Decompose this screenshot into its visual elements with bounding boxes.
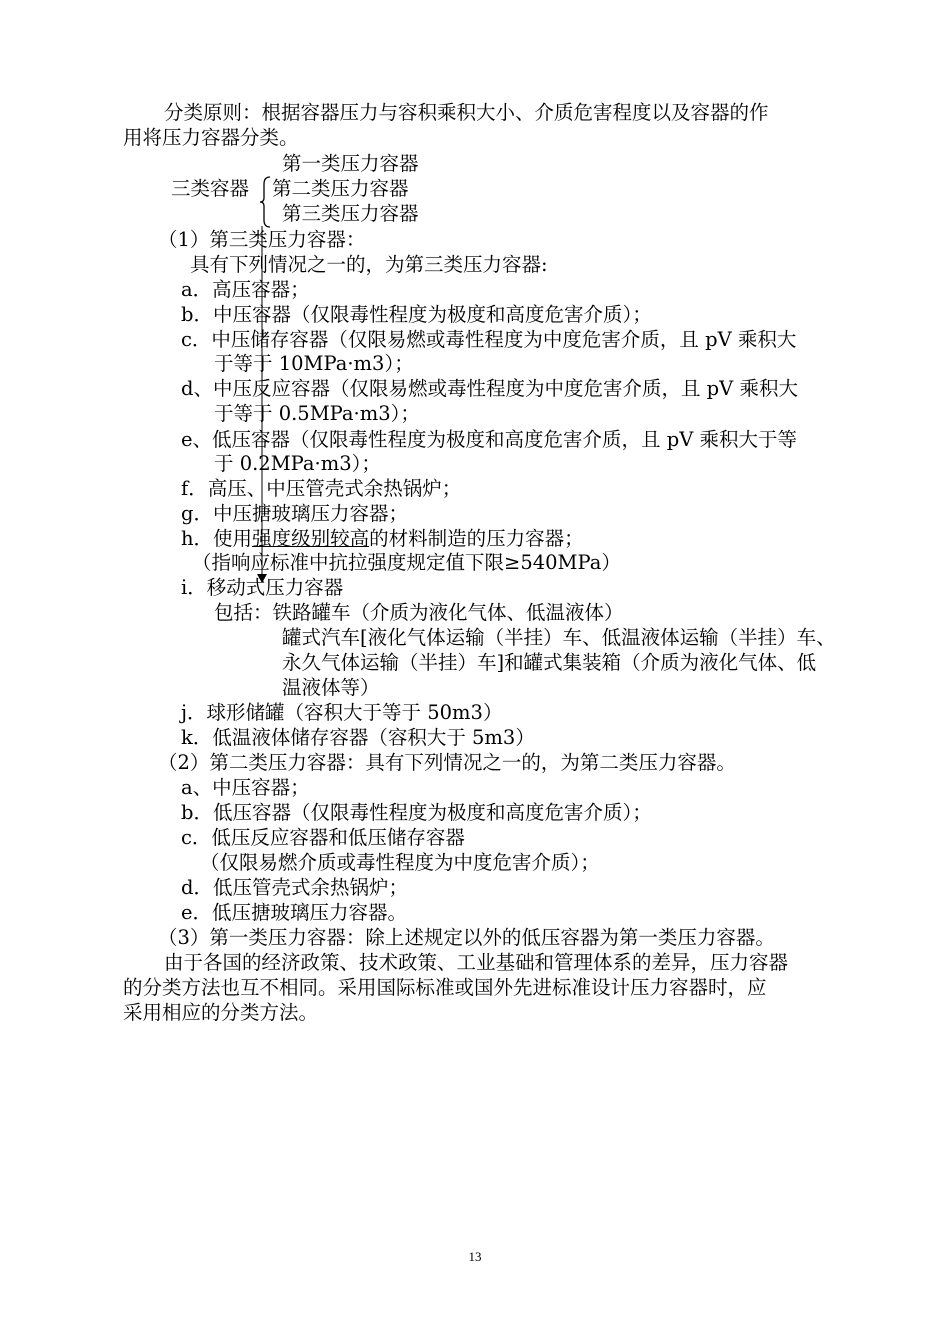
three-categories-label: 三类容器 — [171, 177, 250, 200]
item-i-includes-3: 永久气体运输（半挂）车]和罐式集装箱（介质为液化气体、低 — [282, 651, 817, 674]
section-2-item-c: c．低压反应容器和低压储存容器 — [181, 826, 465, 849]
closing-paragraph-line-1: 由于各国的经济政策、技术政策、工业基础和管理体系的差异，压力容器 — [164, 951, 789, 974]
category-2-label: 第二类压力容器 — [272, 177, 409, 200]
item-h-underlined: 强度级别较高 — [252, 527, 370, 550]
category-3-label: 第三类压力容器 — [282, 202, 419, 225]
item-i-includes-1: 包括：铁路罐车（介质为液化气体、低温液体） — [214, 601, 624, 624]
classification-principle-line-2: 用将压力容器分类。 — [123, 126, 299, 149]
item-f: f．高压、中压管壳式余热锅炉； — [181, 477, 462, 500]
item-h — [181, 527, 584, 551]
section-2-heading: （2）第二类压力容器：具有下列情况之一的，为第二类压力容器。 — [158, 751, 736, 774]
item-i: i．移动式压力容器 — [181, 576, 344, 599]
item-e-line-1: e、低压容器（仅限毒性程度为极度和高度危害介质，且 pV 乘积大于等 — [181, 428, 798, 451]
item-c-line-2: 于等于 10MPa·m3）； — [214, 352, 414, 375]
item-i-includes-2: 罐式汽车[液化气体运输（半挂）车、低温液体运输（半挂）车、 — [282, 626, 836, 649]
section-2-item-b: b．低压容器（仅限毒性程度为极度和高度危害介质）； — [181, 801, 652, 824]
item-h-note: （指响应标准中抗拉强度规定值下限≥540MPa） — [192, 551, 621, 574]
item-h-suffix: 的材料制造的压力容器； — [369, 527, 584, 550]
item-d-line-2: 于等于 0.5MPa·m3）； — [214, 402, 420, 425]
item-g: g．中压搪玻璃压力容器； — [181, 502, 408, 525]
closing-paragraph-line-2: 的分类方法也互不相同。采用国际标准或国外先进标准设计压力容器时，应 — [123, 976, 767, 999]
brace-icon — [258, 176, 272, 228]
item-j: j．球形储罐（容积大于等于 50m3） — [181, 701, 503, 724]
item-a: a．高压容器； — [181, 278, 310, 301]
item-d-line-1: d、中压反应容器（仅限易燃或毒性程度为中度危害介质，且 pV 乘积大 — [181, 377, 798, 400]
page-number: 13 — [468, 1249, 482, 1264]
item-k: k．低温液体储存容器（容积大于 5m3） — [181, 726, 535, 749]
closing-paragraph-line-3: 采用相应的分类方法。 — [123, 1001, 319, 1024]
item-b: b．中压容器（仅限毒性程度为极度和高度危害介质）； — [181, 303, 652, 326]
section-2-item-a: a、中压容器； — [181, 776, 310, 799]
section-1-intro: 具有下列情况之一的，为第三类压力容器: — [190, 253, 548, 276]
item-c-line-1: c．中压储存容器（仅限易燃或毒性程度为中度危害介质，且 pV 乘积大 — [181, 328, 797, 351]
item-i-includes-4: 温液体等） — [282, 676, 380, 699]
section-3-heading: （3）第一类压力容器：除上述规定以外的低压容器为第一类压力容器。 — [158, 926, 775, 949]
section-2-item-d: d．低压管壳式余热锅炉； — [181, 876, 408, 899]
item-h-prefix: h．使用 — [181, 527, 253, 550]
section-1-heading: （1）第三类压力容器： — [158, 228, 366, 251]
section-2-item-e: e．低压搪玻璃压力容器。 — [181, 901, 408, 924]
section-2-item-c-note: （仅限易燃介质或毒性程度为中度危害介质）； — [200, 851, 600, 874]
category-1-label: 第一类压力容器 — [282, 152, 419, 175]
classification-principle-line-1: 分类原则：根据容器压力与容积乘积大小、介质危害程度以及容器的作 — [164, 101, 769, 124]
item-e-line-2: 于 0.2MPa·m3）； — [214, 452, 381, 475]
